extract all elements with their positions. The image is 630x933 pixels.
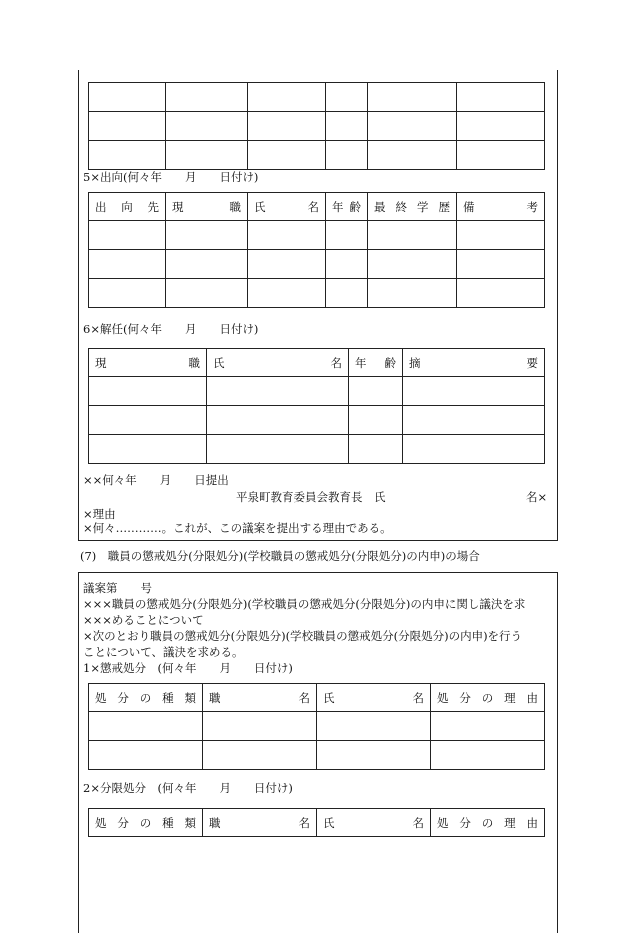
header-age: 年 齢 <box>349 349 403 377</box>
table-row <box>89 435 545 464</box>
bill-body-line2: ことについて、議決を求める。 <box>83 645 244 659</box>
table-row <box>89 141 545 170</box>
bill-body-line1: ×次のとおり職員の懲戒処分(分限処分)(学校職員の懲戒処分(分限処分)の内申)を行う <box>83 629 523 643</box>
section-7-title: (7) 職員の懲戒処分(分限処分)(学校職員の懲戒処分(分限処分)の内申)の場合 <box>80 549 480 563</box>
header-post: 職 名 <box>203 684 317 712</box>
header-summary: 摘 要 <box>403 349 545 377</box>
signatory-name: 平泉町教育委員会教育長 氏 <box>236 490 386 504</box>
disciplinary-heading: 1×懲戒処分 (何々年 月 日付け) <box>83 661 293 675</box>
status-action-heading: 2×分限処分 (何々年 月 日付け) <box>83 781 293 795</box>
table-row <box>89 221 545 250</box>
header-remarks: 備 考 <box>457 193 545 221</box>
reason-text: ×何々…………。これが、この議案を提出する理由である。 <box>83 521 392 535</box>
reason-label: ×理由 <box>83 507 116 521</box>
table-row <box>89 250 545 279</box>
header-name: 氏 名 <box>248 193 326 221</box>
table-row <box>89 712 545 741</box>
bill-number: 議案第 号 <box>83 581 152 595</box>
table-header-row <box>89 193 545 221</box>
header-current-post: 現 職 <box>89 349 207 377</box>
header-name: 氏 名 <box>207 349 349 377</box>
disciplinary-table <box>88 683 545 770</box>
header-name: 氏 名 <box>317 684 431 712</box>
secondment-heading: 5×出向(何々年 月 日付け) <box>83 170 259 184</box>
table-row <box>89 112 545 141</box>
header-destination: 出 向 先 <box>89 193 166 221</box>
table-header-row <box>89 349 545 377</box>
header-name: 氏 名 <box>317 809 431 837</box>
table-header-row <box>89 684 545 712</box>
header-action-type: 処 分 の 種 類 <box>89 684 203 712</box>
secondment-table <box>88 192 545 308</box>
continuation-table <box>88 82 545 170</box>
table-row <box>89 279 545 308</box>
header-current-post: 現 職 <box>166 193 248 221</box>
dismissal-table <box>88 348 545 464</box>
header-action-reason: 処 分 の 理 由 <box>431 809 545 837</box>
header-post: 職 名 <box>203 809 317 837</box>
table-row <box>89 741 545 770</box>
signatory-mei: 名× <box>526 490 548 504</box>
header-action-reason: 処 分 の 理 由 <box>431 684 545 712</box>
table-row <box>89 406 545 435</box>
table-row <box>89 83 545 112</box>
table-header-row <box>89 809 545 837</box>
table-row <box>89 377 545 406</box>
bill-title-line1: ×××職員の懲戒処分(分限処分)(学校職員の懲戒処分(分限処分)の内申に関し議決を求 <box>83 597 526 611</box>
header-action-type: 処 分 の 種 類 <box>89 809 203 837</box>
dismissal-heading: 6×解任(何々年 月 日付け) <box>83 322 259 336</box>
bill-title-line2: ×××めることについて <box>83 613 204 627</box>
submission-date: ××何々年 月 日提出 <box>83 473 229 487</box>
header-age: 年 齢 <box>326 193 368 221</box>
status-action-table <box>88 808 545 837</box>
header-education: 最 終 学 歴 <box>368 193 457 221</box>
